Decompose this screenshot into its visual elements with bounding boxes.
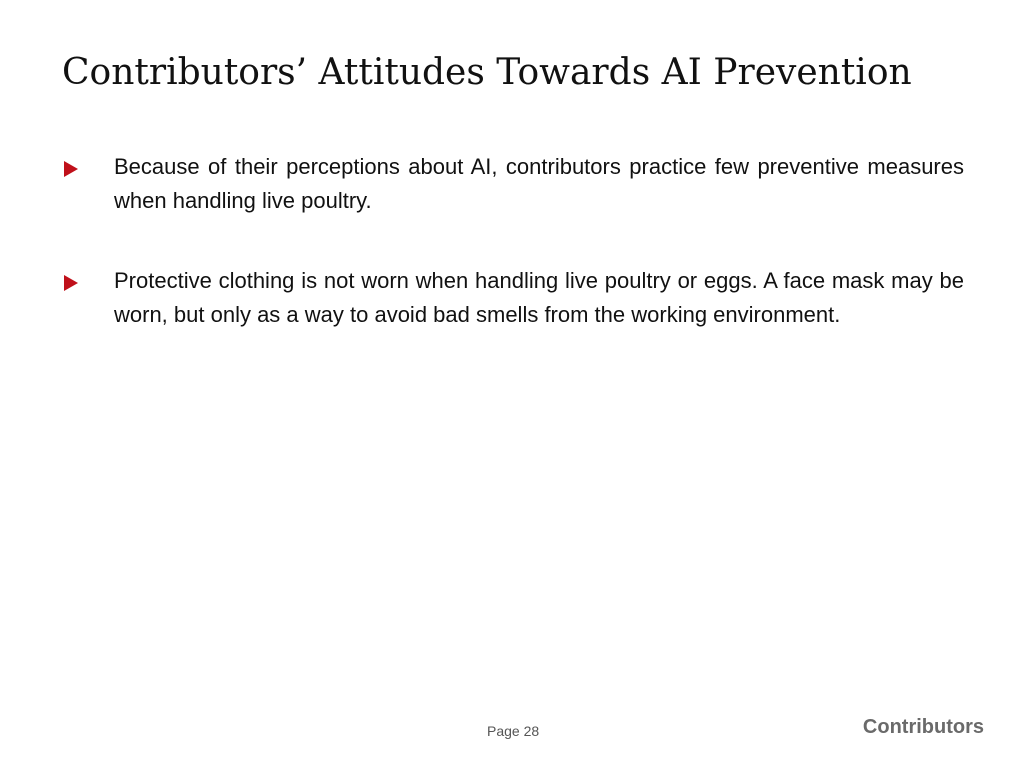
triangle-bullet-icon	[64, 275, 78, 291]
bullet-text: Because of their perceptions about AI, contributors practice few preventive measures when handling live poultry.	[114, 154, 964, 213]
page-number: Page 28	[487, 723, 540, 739]
triangle-bullet-icon	[64, 161, 78, 177]
bullet-item	[60, 264, 964, 332]
bullet-text: Protective clothing is not worn when handling live poultry or eggs. A face mask may be worn, but only as a way to avoid bad smells from the working environment.	[114, 268, 964, 327]
footer-brand: Contributors	[862, 716, 984, 738]
bullet-list	[60, 150, 964, 378]
slide-title: Contributors’ Attitudes Towards AI Prevention	[62, 52, 912, 93]
bullet-item	[60, 150, 964, 218]
